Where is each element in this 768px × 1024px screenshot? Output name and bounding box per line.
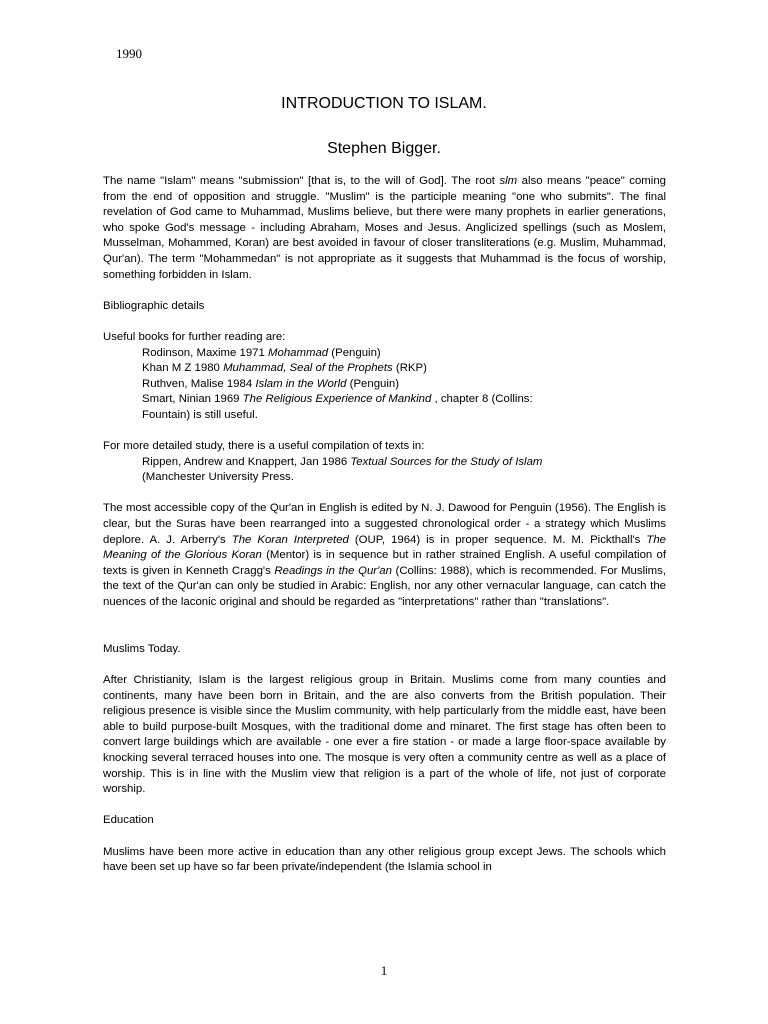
bib-entry-2: Khan M Z 1980 Muhammad, Seal of the Prophets (RKP) — [142, 362, 427, 375]
bib-entry-1: Rodinson, Maxime 1971 Mohammad (Penguin) — [142, 346, 381, 359]
bib-entry-4: Smart, Ninian 1969 The Religious Experience of Mankind , chapter 8 (Collins: — [142, 393, 533, 406]
header-year: 1990 — [116, 46, 142, 61]
document-author: Stephen Bigger. — [327, 140, 441, 157]
bibliography-lead: Useful books for further reading are: — [103, 330, 286, 343]
bib-entry-4-cont: Fountain) is still useful. — [142, 408, 258, 421]
bib-entry-3: Ruthven, Malise 1984 Islam in the World (Penguin) — [142, 377, 400, 390]
bib-entry-5: Rippen, Andrew and Knappert, Jan 1986 Textual Sources for the Study of Islam — [142, 455, 543, 468]
education-paragraph: Muslims have been more active in education than any other religious group except Jews. The schools which have been set up have so far been private/independent (the Islamia school in — [103, 845, 666, 874]
bibliography-heading: Bibliographic details — [103, 299, 205, 312]
quran-paragraph: The most accessible copy of the Qur'an in English is edited by N. J. Dawood for Penguin (1956). The English is clear, but the Suras have been rearranged into a suggested chronological order - a strategy which Muslims deplore. A. J. Arberry's The Koran Interpreted (OUP, 1964) is in proper sequence. M. M. Pickthall's The Meaning of the Glorious Koran (Mentor) is in sequence but in rather strained English. A useful compilation of texts is given in Kenneth Cragg's Readings in the Qur'an (Collins: 1988), which is recommended. For Muslims, the text of the Qur'an can only be studied in Arabic: English, nor any other vernacular language, can catch the nuences of the laconic original and should be regarded as "interpretations" rather than "translations". — [103, 502, 667, 609]
document-body — [103, 174, 666, 876]
muslims-today-paragraph: After Christianity, Islam is the largest religious group in Britain. Muslims come from many counties and continents, many have been born in Britain, and the are also converts from the British population. Their religious presence is visible since the Muslim community, with help particularly from the middle east, have been able to build purpose-built Mosques, with the traditional dome and minaret. The first stage has often been to convert large buildings which are available - one ever a fire station - or made a large floor-space available by knocking several terraced houses into one. The mosque is very often a community centre as well as a place of worship. This is in line with the Muslim view that religion is a part of the whole of life, not just of corporate worship. — [103, 674, 666, 796]
document-title: INTRODUCTION TO ISLAM. — [281, 95, 487, 112]
bib-entry-5-cont: (Manchester University Press. — [142, 471, 294, 484]
page-number: 1 — [380, 963, 388, 978]
intro-paragraph: The name "Islam" means "submission" [that is, to the will of God]. The root slm also means "peace" coming from the end of opposition and struggle. "Muslim" is the participle meaning "one who submits". The final revelation of God came to Muhammad, Muslims believe, but there were many prophets in earlier generations, who spoke God's message - including Abraham, Moses and Jesus. Anglicized spellings (such as Moslem, Musselman, Mohammed, Koran) are best avoided in favour of closer transliterations (e.g. Muslim, Muhammad, Qur'an). The term "Mohammedan" is not appropriate as it suggests that Muhammad is the focus of worship, something forbidden in Islam. — [103, 175, 666, 281]
muslims-today-heading: Muslims Today. — [103, 642, 181, 655]
education-heading: Education — [103, 814, 154, 827]
term-slm: slm — [499, 175, 518, 187]
detailed-study-lead: For more detailed study, there is a useful compilation of texts in: — [103, 440, 425, 453]
